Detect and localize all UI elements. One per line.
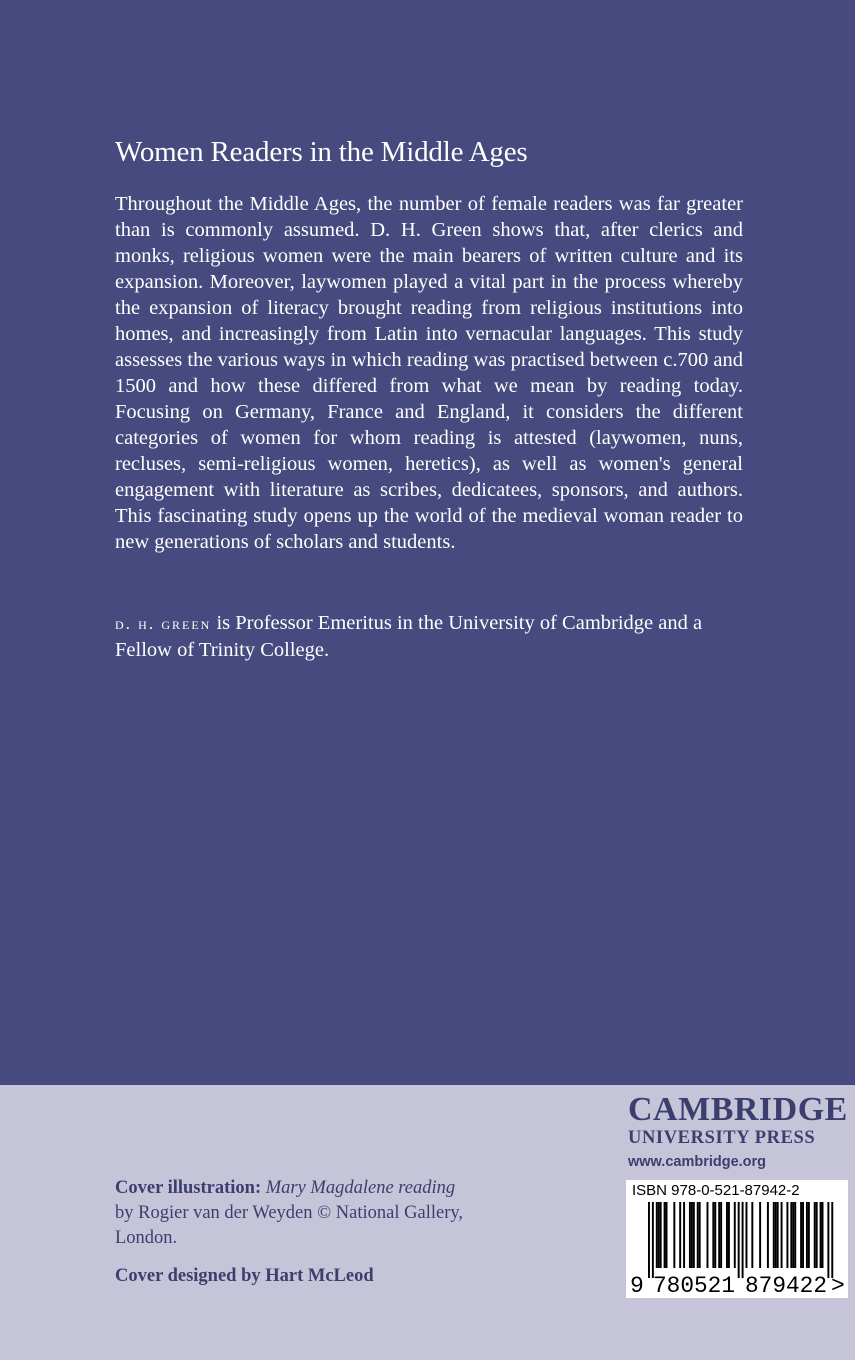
barcode-bar [660,1202,662,1268]
barcode-bar [751,1202,753,1268]
barcode-bar [831,1202,833,1278]
author-bio [115,610,755,663]
barcode-bar [792,1202,794,1268]
barcode-bar [720,1202,722,1268]
credit-label: Cover illustration: [115,1178,262,1198]
barcode-bar [656,1202,658,1268]
publisher-name: CAMBRIDGE [628,1091,848,1128]
barcode-first-digit: 9 [630,1273,644,1298]
barcode-bar [699,1202,701,1268]
isbn-barcode [626,1180,848,1298]
barcode-bar [806,1202,808,1268]
book-title: Women Readers in the Middle Ages [115,136,528,168]
barcode-bar [738,1202,740,1278]
barcode-bar [786,1202,788,1268]
barcode-bar [683,1202,685,1268]
barcode-bar [816,1202,818,1268]
barcode-bar [777,1202,779,1268]
barcode-bar [734,1202,736,1268]
barcode-bar [728,1202,730,1268]
barcode-bar [714,1202,716,1268]
barcode-bar [814,1202,816,1268]
barcode-bar [664,1202,666,1268]
barcode-left-digits: 780521 [653,1273,735,1298]
barcode-bar [697,1202,699,1268]
barcode-bar [767,1202,769,1268]
barcode-bar [691,1202,693,1268]
barcode-bar [800,1202,802,1268]
credit-rest: by Rogier van der Weyden © National Gallery, London. [115,1203,464,1248]
barcode-bar [726,1202,728,1268]
barcode-bar [794,1202,796,1268]
barcode-bar [707,1202,709,1268]
barcode-bar [773,1202,775,1268]
author-bio-text: is Professor Emeritus in the University of Cambridge and a Fellow of Trinity College. [115,612,703,661]
barcode-bar [648,1202,650,1278]
isbn-label: ISBN 978-0-521-87942-2 [632,1182,800,1199]
publisher-press: UNIVERSITY PRESS [628,1128,816,1148]
barcode-bar [689,1202,691,1268]
cover-illustration-credit [115,1176,475,1251]
barcode-bar [827,1202,829,1278]
barcode-bar [790,1202,792,1268]
barcode-bar [666,1202,668,1268]
barcode-bar [820,1202,822,1268]
barcode-graphic [626,1180,848,1298]
barcode-bar [712,1202,714,1268]
publisher-url: www.cambridge.org [628,1154,767,1170]
barcode-arrow: > [831,1273,845,1298]
barcode-bars [648,1202,833,1278]
barcode-bar [759,1202,761,1268]
barcode-bar [808,1202,810,1268]
barcode-right-digits: 879422 [745,1273,827,1298]
artwork-title: Mary Magdalene reading [265,1178,456,1198]
barcode-bar [652,1202,654,1278]
book-blurb: Throughout the Middle Ages, the number of female readers was far greater than is commonly assumed. D. H. Green shows that, after clerics and monks, religious women were the main bearers of written culture and its expansion. Moreover, laywomen played a vital part in the process whereby the expansion of literacy brought reading from religious institutions into homes, and increasingly from Latin into vernacular languages. This study assesses the various ways in which reading was practised between c.700 and 1500 and how these differed from what we mean by reading today. Focusing on Germany, France and England, it considers the different categories of women for whom reading is attested (laywomen, nuns, recluses, semi-religious women, heretics), as well as women's general engagement with literature as scribes, dedicatees, sponsors, and authors. This fascinating study opens up the world of the medieval woman reader to new generations of scholars and students. [115,193,743,553]
barcode-bar [679,1202,681,1268]
barcode-bar [746,1202,748,1268]
barcode-bar [718,1202,720,1268]
barcode-bar [693,1202,695,1268]
barcode-bar [781,1202,783,1268]
barcode-bar [673,1202,675,1268]
barcode-bar [775,1202,777,1268]
barcode-bar [742,1202,744,1278]
barcode-bar [802,1202,804,1268]
cover-designer-credit: Cover designed by Hart McLeod [115,1266,374,1286]
barcode-bar [658,1202,660,1268]
barcode-bar [822,1202,824,1268]
author-name: d. h. green [115,614,212,633]
